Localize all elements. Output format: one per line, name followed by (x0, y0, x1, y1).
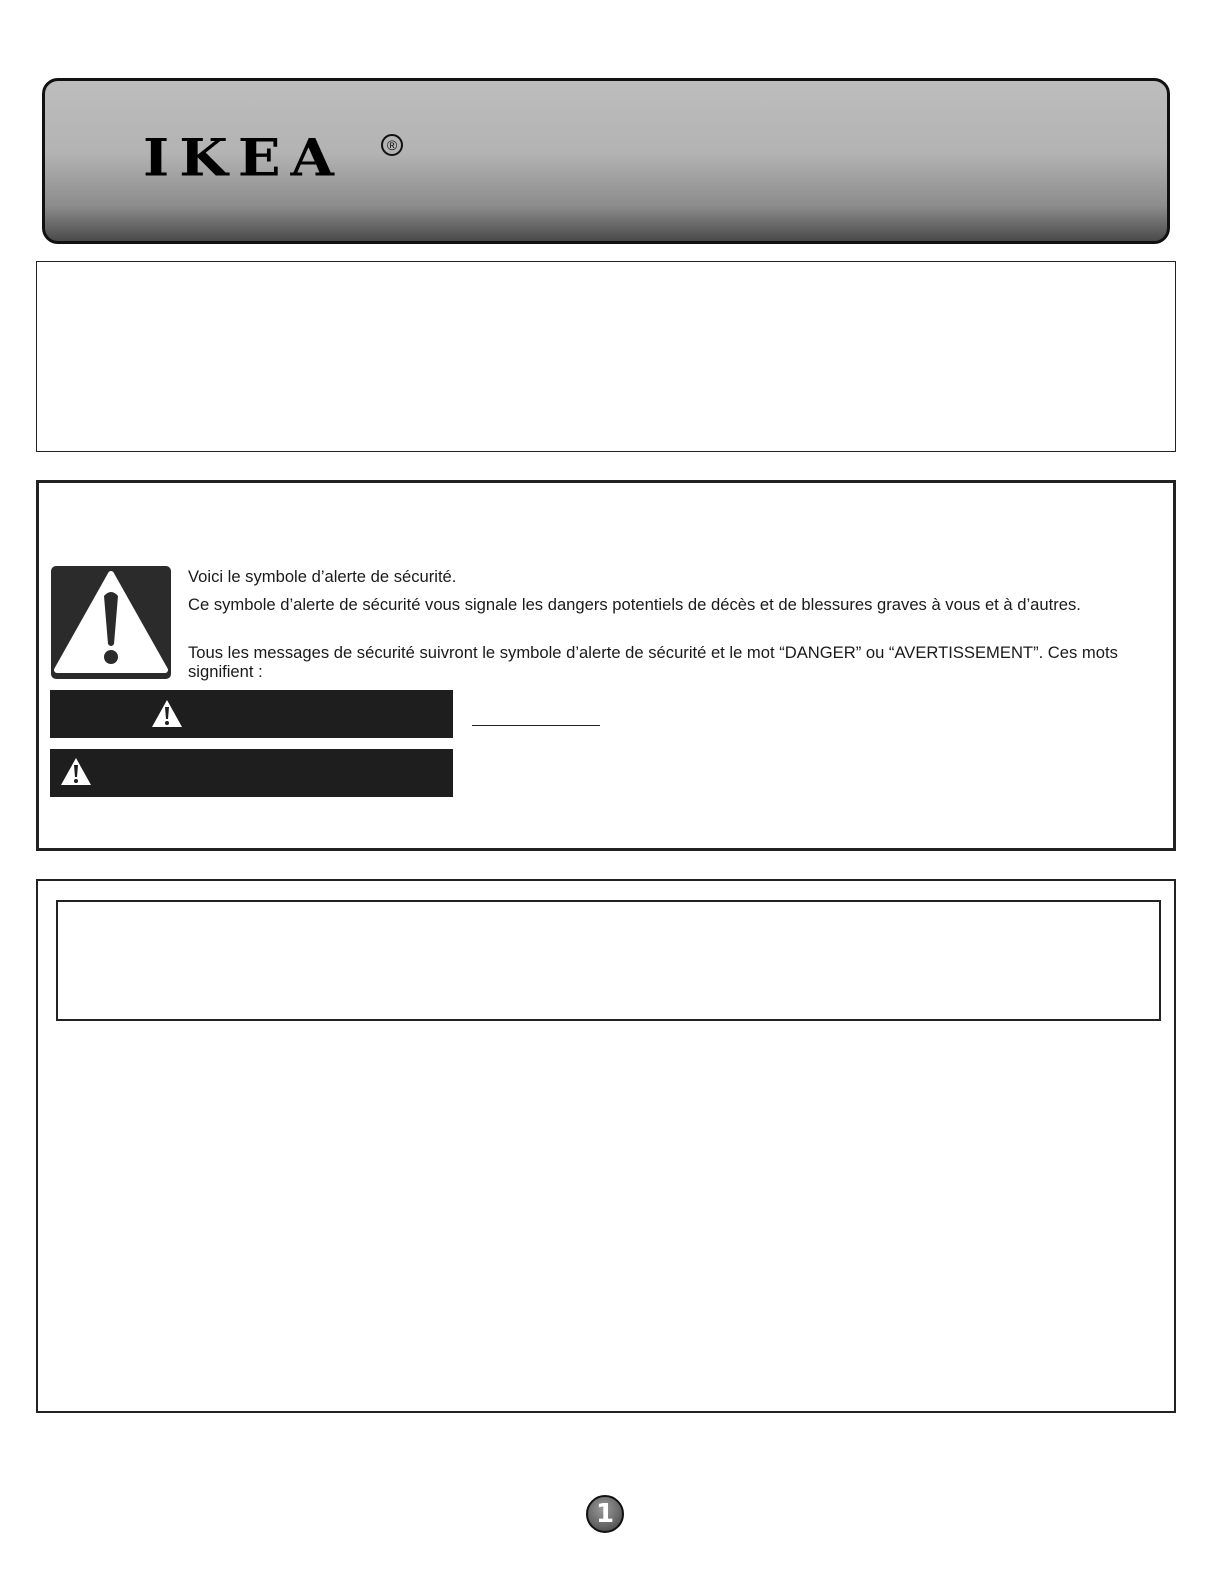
content-box-1 (36, 261, 1176, 452)
safety-description-text: Ce symbole d’alerte de sécurité vous signale les dangers potentiels de décès et de blessures graves à vous et à d’autres. (188, 595, 1081, 614)
danger-warning-icon (150, 698, 184, 729)
safety-intro-text: Voici le symbole d’alerte de sécurité. (188, 567, 457, 586)
page-number-badge: 1 (586, 1495, 624, 1533)
underline-rule (472, 725, 600, 726)
warning-triangle-icon (51, 566, 171, 679)
danger-signal-bar (50, 690, 453, 738)
safety-messages-text: Tous les messages de sécurité suivront le symbole d’alerte de sécurité et le mot “DANGER” ou “AVERTISSEMENT”. Ces mots signifient : (188, 643, 1118, 681)
warning-signal-bar (50, 749, 453, 797)
content-box-3-inner (56, 900, 1161, 1021)
avertissement-warning-icon (59, 756, 93, 787)
ikea-logo: IKEA (143, 127, 344, 189)
registered-trademark: ® (381, 134, 403, 156)
